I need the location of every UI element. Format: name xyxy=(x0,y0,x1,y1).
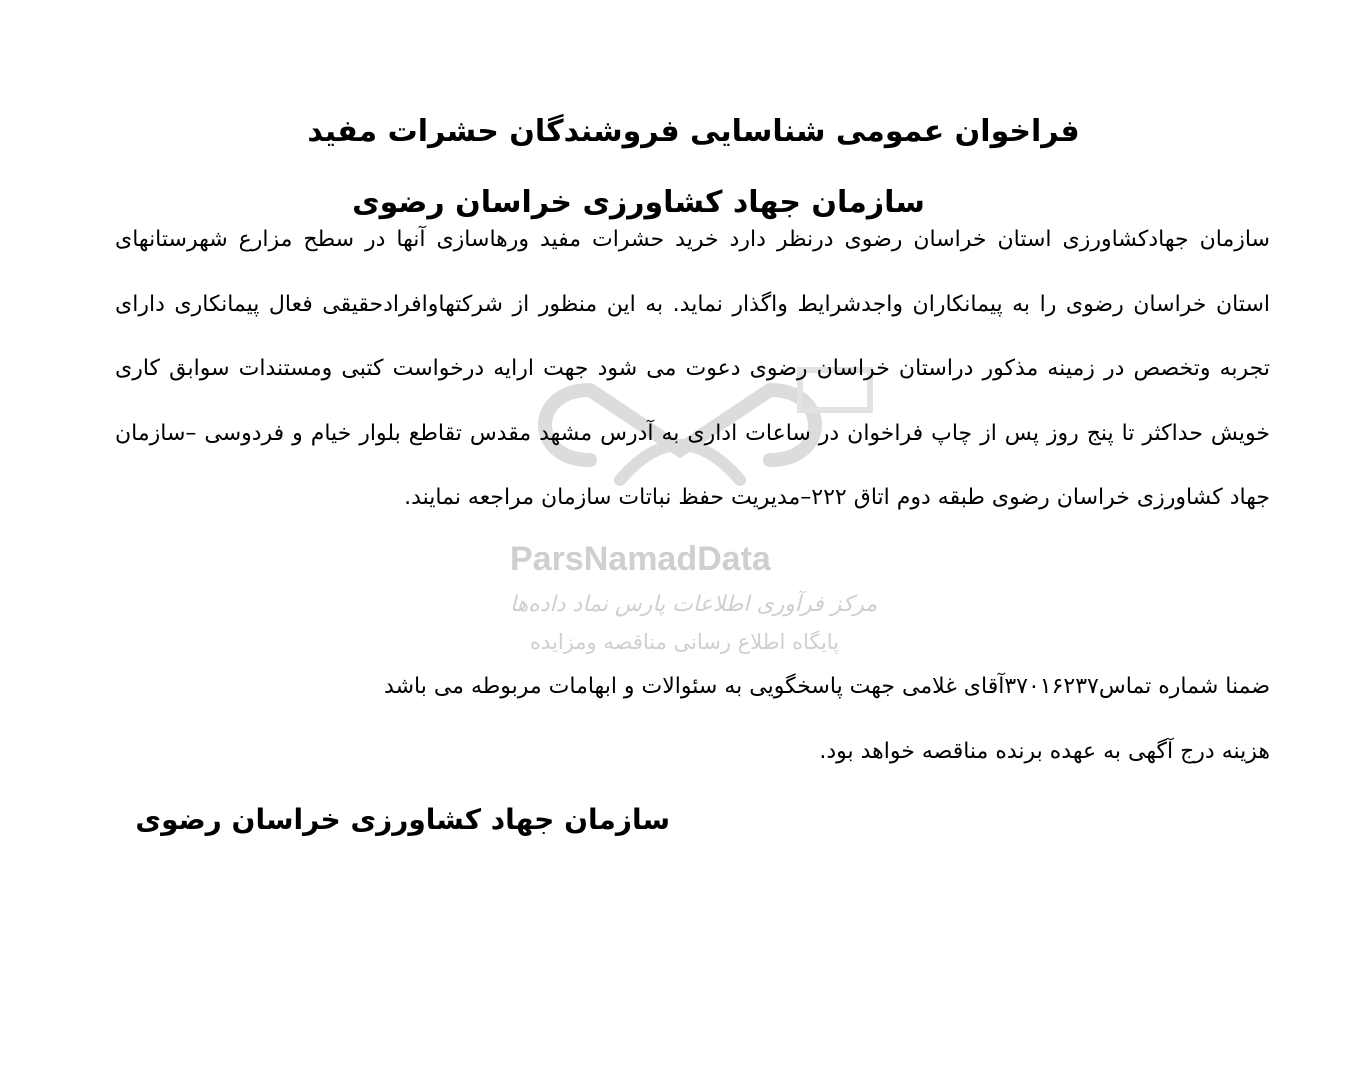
notice-title: فراخوان عمومی شناسایی فروشندگان حشرات مفید xyxy=(307,114,1080,150)
contact-note: ضمنا شماره تماس۳۷۰۱۶۲۳۷آقای غلامی جهت پاسخگویی به سئوالات و ابهامات مربوطه می باشد xyxy=(384,674,1270,699)
watermark-line-2: پایگاه اطلاع رسانی مناقصه ومزایده xyxy=(530,630,840,654)
watermark-brand: ParsNamadData xyxy=(510,540,771,578)
notice-body xyxy=(115,208,1270,531)
notice-paragraph: سازمان جهادکشاورزی استان خراسان رضوی درنظر دارد خرید حشرات مفید ورهاسازی آنها در سطح مزارع شهرستانهای استان خراسان رضوی را به پیمانکاران واجدشرایط واگذار نماید. به این منظور از شرکتهاوافرادحقیقی فعال پیمانکاری دارای تجربه وتخصص در زمینه مذکور دراستان خراسان رضوی دعوت می شود جهت ارایه درخواست کتبی ومستندات سوابق کاری خویش حداکثر تا پنج روز پس از چاپ فراخوان در ساعات اداری به آدرس مشهد مقدس تقاطع بلوار خیام و فردوسی –سازمان جهاد کشاورزی خراسان رضوی طبقه دوم اتاق ۲۲۲–مدیریت حفظ نباتات سازمان مراجعه نمایند. xyxy=(115,227,1270,510)
watermark-line-1: مرکز فرآوری اطلاعات پارس نماد داده‌ها xyxy=(510,592,878,617)
organization-title: سازمان جهاد کشاورزی خراسان رضوی xyxy=(352,184,925,220)
signature: سازمان جهاد کشاورزی خراسان رضوی xyxy=(135,803,670,836)
cost-note: هزینه درج آگهی به عهده برنده مناقصه خواهد بود. xyxy=(819,739,1270,764)
